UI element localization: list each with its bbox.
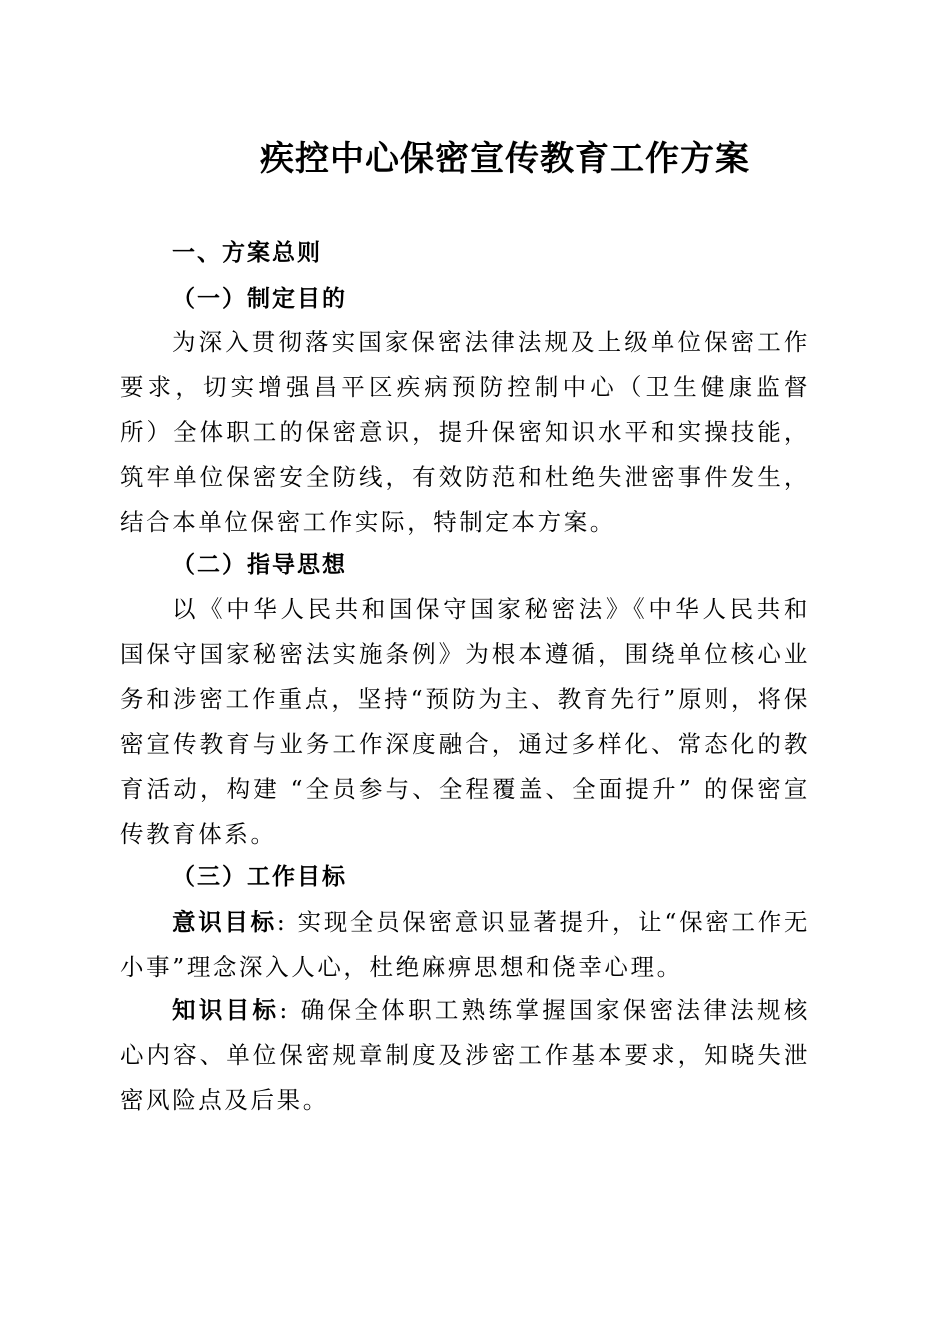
paragraph-guiding-ideology: 以《中华人民共和国保守国家秘密法》《中华人民共和国保守国家秘密法实施条例》为根本遵循，围绕单位核心业务和涉密工作重点，坚持“预防为主、教育先行”原则，将保密宣传教育与业务工作深度融合，通过多样化、常态化的教育活动，构建 “全员参与、全程覆盖、全面提升” 的保密宣传教育体系。 — [120, 595, 810, 848]
document-title: 疾控中心保密宣传教育工作方案 — [260, 139, 750, 179]
subheading-purpose: （一）制定目的 — [172, 286, 347, 312]
paragraph-purpose: 为深入贯彻落实国家保密法律法规及上级单位保密工作要求，切实增强昌平区疾病预防控制中心（卫生健康监督所）全体职工的保密意识，提升保密知识水平和实操技能，筑牢单位保密安全防线，有效防范和杜绝失泄密事件发生，结合本单位保密工作实际，特制定本方案。 — [120, 328, 810, 536]
section-heading-general-principles: 一、方案总则 — [172, 240, 322, 266]
awareness-goal-text: : 实现全员保密意识显著提升，让“保密工作无小事”理念深入人心，杜绝麻痹思想和侥幸心理。 — [120, 908, 810, 981]
paragraph-knowledge-goal — [120, 988, 810, 1123]
knowledge-goal-label: 知识目标 — [172, 996, 280, 1024]
awareness-goal-label: 意识目标 — [172, 908, 277, 936]
knowledge-goal-text: : 确保全体职工熟练掌握国家保密法律法规核心内容、单位保密规章制度及涉密工作基本要求，知晓失泄密风险点及后果。 — [120, 996, 810, 1114]
subheading-guiding-ideology: （二）指导思想 — [172, 552, 347, 578]
paragraph-awareness-goal — [120, 900, 810, 990]
subheading-work-goals: （三）工作目标 — [172, 864, 347, 890]
